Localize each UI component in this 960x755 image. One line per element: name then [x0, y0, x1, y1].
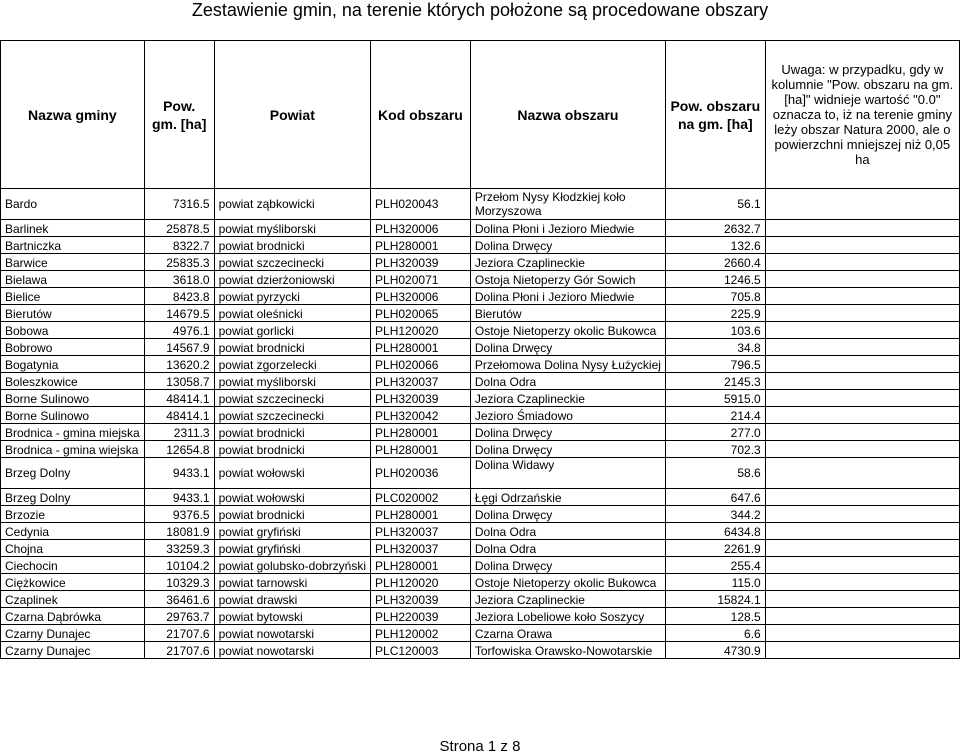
cell-pow-obszaru: 2261.9	[665, 540, 765, 557]
cell-powiat: powiat oleśnicki	[214, 305, 370, 322]
cell-nazwa-gminy: Chojna	[1, 540, 145, 557]
cell-powiat: powiat golubsko-dobrzyński	[214, 557, 370, 574]
cell-uwaga	[765, 523, 959, 540]
cell-nazwa-gminy: Bardo	[1, 189, 145, 220]
table-row	[1, 356, 960, 373]
cell-pow-obszaru: 15824.1	[665, 591, 765, 608]
cell-pow-gm: 25878.5	[144, 220, 214, 237]
cell-nazwa-gminy: Cedynia	[1, 523, 145, 540]
cell-nazwa-obszaru: Jezioro Śmiadowo	[470, 407, 665, 424]
cell-kod-obszaru: PLC020002	[371, 489, 471, 506]
cell-uwaga	[765, 254, 959, 271]
cell-nazwa-obszaru: Łęgi Odrzańskie	[470, 489, 665, 506]
cell-powiat: powiat dzierżoniowski	[214, 271, 370, 288]
page-footer: Strona 1 z 8	[439, 738, 521, 755]
cell-uwaga	[765, 540, 959, 557]
cell-nazwa-gminy: Czarny Dunajec	[1, 625, 145, 642]
cell-pow-obszaru: 214.4	[665, 407, 765, 424]
cell-powiat: powiat nowotarski	[214, 642, 370, 659]
cell-powiat: powiat bytowski	[214, 608, 370, 625]
cell-pow-gm: 18081.9	[144, 523, 214, 540]
cell-uwaga	[765, 356, 959, 373]
header-powiat: Powiat	[214, 41, 370, 189]
cell-kod-obszaru: PLH320006	[371, 220, 471, 237]
cell-kod-obszaru: PLH120002	[371, 625, 471, 642]
cell-nazwa-gminy: Czarna Dąbrówka	[1, 608, 145, 625]
cell-powiat: powiat gorlicki	[214, 322, 370, 339]
cell-powiat: powiat ząbkowicki	[214, 189, 370, 220]
cell-kod-obszaru: PLH320037	[371, 373, 471, 390]
cell-nazwa-obszaru: Jeziora Czaplineckie	[470, 254, 665, 271]
cell-kod-obszaru: PLH320006	[371, 288, 471, 305]
table-row	[1, 288, 960, 305]
cell-pow-obszaru: 115.0	[665, 574, 765, 591]
cell-nazwa-gminy: Brodnica - gmina wiejska	[1, 441, 145, 458]
cell-pow-gm: 29763.7	[144, 608, 214, 625]
cell-nazwa-obszaru: Dolina Drwęcy	[470, 441, 665, 458]
cell-pow-obszaru: 4730.9	[665, 642, 765, 659]
cell-pow-gm: 9433.1	[144, 489, 214, 506]
cell-pow-obszaru: 2632.7	[665, 220, 765, 237]
cell-nazwa-obszaru: Dolina Drwęcy	[470, 557, 665, 574]
table-row	[1, 458, 960, 489]
cell-nazwa-obszaru: Dolna Odra	[470, 540, 665, 557]
table-row	[1, 220, 960, 237]
cell-nazwa-obszaru: Dolina Drwęcy	[470, 424, 665, 441]
table-row	[1, 254, 960, 271]
table-row	[1, 407, 960, 424]
table-row	[1, 574, 960, 591]
cell-powiat: powiat brodnicki	[214, 441, 370, 458]
cell-pow-gm: 7316.5	[144, 189, 214, 220]
cell-pow-obszaru: 225.9	[665, 305, 765, 322]
cell-pow-gm: 10104.2	[144, 557, 214, 574]
cell-pow-obszaru: 796.5	[665, 356, 765, 373]
cell-powiat: powiat brodnicki	[214, 506, 370, 523]
cell-nazwa-obszaru: Ostoja Nietoperzy Gór Sowich	[470, 271, 665, 288]
cell-uwaga	[765, 557, 959, 574]
cell-uwaga	[765, 390, 959, 407]
cell-nazwa-obszaru: Przełom Nysy Kłodzkiej koło Morzyszowa	[470, 189, 665, 220]
cell-pow-gm: 8423.8	[144, 288, 214, 305]
cell-nazwa-gminy: Bartniczka	[1, 237, 145, 254]
cell-powiat: powiat myśliborski	[214, 220, 370, 237]
cell-pow-gm: 48414.1	[144, 407, 214, 424]
cell-powiat: powiat wołowski	[214, 458, 370, 489]
cell-pow-obszaru: 255.4	[665, 557, 765, 574]
table-row	[1, 424, 960, 441]
cell-uwaga	[765, 271, 959, 288]
cell-nazwa-obszaru: Dolina Płoni i Jezioro Miedwie	[470, 288, 665, 305]
cell-kod-obszaru: PLH020043	[371, 189, 471, 220]
cell-kod-obszaru: PLH320039	[371, 390, 471, 407]
cell-powiat: powiat brodnicki	[214, 339, 370, 356]
table-row	[1, 305, 960, 322]
cell-pow-obszaru: 132.6	[665, 237, 765, 254]
cell-uwaga	[765, 608, 959, 625]
cell-pow-gm: 12654.8	[144, 441, 214, 458]
table-row	[1, 506, 960, 523]
cell-pow-gm: 25835.3	[144, 254, 214, 271]
cell-nazwa-gminy: Bielice	[1, 288, 145, 305]
cell-nazwa-obszaru: Dolna Odra	[470, 523, 665, 540]
cell-nazwa-obszaru: Dolina Drwęcy	[470, 506, 665, 523]
cell-pow-obszaru: 6.6	[665, 625, 765, 642]
table-row	[1, 489, 960, 506]
cell-nazwa-gminy: Brzeg Dolny	[1, 489, 145, 506]
cell-nazwa-gminy: Bierutów	[1, 305, 145, 322]
cell-kod-obszaru: PLH280001	[371, 441, 471, 458]
cell-nazwa-obszaru: Dolina Płoni i Jezioro Miedwie	[470, 220, 665, 237]
header-nazwa-obszaru: Nazwa obszaru	[470, 41, 665, 189]
cell-uwaga	[765, 458, 959, 489]
cell-kod-obszaru: PLH280001	[371, 237, 471, 254]
cell-nazwa-gminy: Bielawa	[1, 271, 145, 288]
cell-nazwa-gminy: Brodnica - gmina miejska	[1, 424, 145, 441]
cell-pow-obszaru: 34.8	[665, 339, 765, 356]
cell-pow-obszaru: 1246.5	[665, 271, 765, 288]
table-row	[1, 557, 960, 574]
cell-pow-gm: 13058.7	[144, 373, 214, 390]
cell-kod-obszaru: PLC120003	[371, 642, 471, 659]
cell-nazwa-gminy: Boleszkowice	[1, 373, 145, 390]
cell-pow-gm: 4976.1	[144, 322, 214, 339]
cell-pow-gm: 3618.0	[144, 271, 214, 288]
cell-nazwa-gminy: Brzeg Dolny	[1, 458, 145, 489]
cell-powiat: powiat nowotarski	[214, 625, 370, 642]
cell-uwaga	[765, 441, 959, 458]
cell-kod-obszaru: PLH020036	[371, 458, 471, 489]
cell-kod-obszaru: PLH320037	[371, 523, 471, 540]
cell-uwaga	[765, 322, 959, 339]
cell-uwaga	[765, 574, 959, 591]
cell-pow-gm: 2311.3	[144, 424, 214, 441]
cell-nazwa-obszaru: Ostoje Nietoperzy okolic Bukowca	[470, 322, 665, 339]
cell-kod-obszaru: PLH220039	[371, 608, 471, 625]
table-row	[1, 441, 960, 458]
table-row	[1, 591, 960, 608]
cell-pow-obszaru: 647.6	[665, 489, 765, 506]
table-row	[1, 390, 960, 407]
cell-kod-obszaru: PLH280001	[371, 557, 471, 574]
cell-nazwa-obszaru: Ostoje Nietoperzy okolic Bukowca	[470, 574, 665, 591]
cell-powiat: powiat gryfiński	[214, 540, 370, 557]
cell-uwaga	[765, 373, 959, 390]
cell-pow-gm: 8322.7	[144, 237, 214, 254]
cell-pow-gm: 14679.5	[144, 305, 214, 322]
cell-powiat: powiat szczecinecki	[214, 254, 370, 271]
cell-nazwa-obszaru: Jeziora Czaplineckie	[470, 591, 665, 608]
table-row	[1, 523, 960, 540]
table-row	[1, 540, 960, 557]
cell-kod-obszaru: PLH320042	[371, 407, 471, 424]
cell-powiat: powiat brodnicki	[214, 424, 370, 441]
data-table	[0, 40, 960, 659]
cell-nazwa-obszaru: Przełomowa Dolina Nysy Łużyckiej	[470, 356, 665, 373]
cell-pow-obszaru: 56.1	[665, 189, 765, 220]
cell-uwaga	[765, 489, 959, 506]
cell-kod-obszaru: PLH320039	[371, 591, 471, 608]
table-row	[1, 608, 960, 625]
cell-uwaga	[765, 407, 959, 424]
cell-uwaga	[765, 220, 959, 237]
cell-nazwa-obszaru: Dolna Odra	[470, 373, 665, 390]
cell-powiat: powiat zgorzelecki	[214, 356, 370, 373]
cell-uwaga	[765, 237, 959, 254]
table-row	[1, 339, 960, 356]
cell-nazwa-gminy: Ciężkowice	[1, 574, 145, 591]
table-row	[1, 373, 960, 390]
cell-uwaga	[765, 305, 959, 322]
table-row	[1, 271, 960, 288]
header-pow-gm: Pow. gm. [ha]	[144, 41, 214, 189]
cell-kod-obszaru: PLH120020	[371, 322, 471, 339]
cell-nazwa-gminy: Brzozie	[1, 506, 145, 523]
cell-nazwa-gminy: Ciechocin	[1, 557, 145, 574]
header-uwaga-note: Uwaga: w przypadku, gdy w kolumnie "Pow. obszaru na gm. [ha]" widnieje wartość "0.0" oznacza to, iż na terenie gminy leży obszar Natura 2000, ale o powierzchni mniejszej niż 0,05 ha	[765, 41, 959, 189]
cell-pow-obszaru: 6434.8	[665, 523, 765, 540]
cell-nazwa-gminy: Borne Sulinowo	[1, 390, 145, 407]
cell-pow-gm: 21707.6	[144, 625, 214, 642]
cell-powiat: powiat drawski	[214, 591, 370, 608]
cell-pow-gm: 10329.3	[144, 574, 214, 591]
cell-powiat: powiat wołowski	[214, 489, 370, 506]
cell-uwaga	[765, 424, 959, 441]
cell-pow-obszaru: 2145.3	[665, 373, 765, 390]
cell-nazwa-obszaru: Czarna Orawa	[470, 625, 665, 642]
cell-nazwa-gminy: Barwice	[1, 254, 145, 271]
cell-pow-obszaru: 128.5	[665, 608, 765, 625]
cell-uwaga	[765, 625, 959, 642]
cell-nazwa-gminy: Barlinek	[1, 220, 145, 237]
cell-pow-obszaru: 103.6	[665, 322, 765, 339]
cell-pow-obszaru: 58.6	[665, 458, 765, 489]
table-row	[1, 322, 960, 339]
cell-pow-gm: 9376.5	[144, 506, 214, 523]
cell-pow-gm: 13620.2	[144, 356, 214, 373]
cell-kod-obszaru: PLH020071	[371, 271, 471, 288]
cell-kod-obszaru: PLH280001	[371, 339, 471, 356]
cell-pow-gm: 33259.3	[144, 540, 214, 557]
cell-powiat: powiat myśliborski	[214, 373, 370, 390]
cell-kod-obszaru: PLH320037	[371, 540, 471, 557]
cell-nazwa-obszaru: Jeziora Lobeliowe koło Soszycy	[470, 608, 665, 625]
cell-kod-obszaru: PLH120020	[371, 574, 471, 591]
cell-kod-obszaru: PLH020065	[371, 305, 471, 322]
cell-uwaga	[765, 339, 959, 356]
table-row	[1, 237, 960, 254]
cell-pow-obszaru: 2660.4	[665, 254, 765, 271]
page-title: Zestawienie gmin, na terenie których położone są procedowane obszary	[191, 0, 769, 20]
cell-uwaga	[765, 591, 959, 608]
cell-powiat: powiat tarnowski	[214, 574, 370, 591]
cell-pow-obszaru: 277.0	[665, 424, 765, 441]
cell-powiat: powiat gryfiński	[214, 523, 370, 540]
cell-nazwa-gminy: Czarny Dunajec	[1, 642, 145, 659]
cell-uwaga	[765, 506, 959, 523]
cell-powiat: powiat brodnicki	[214, 237, 370, 254]
cell-pow-obszaru: 702.3	[665, 441, 765, 458]
cell-pow-gm: 14567.9	[144, 339, 214, 356]
cell-pow-obszaru: 705.8	[665, 288, 765, 305]
header-nazwa-gminy: Nazwa gminy	[1, 41, 145, 189]
cell-kod-obszaru: PLH020066	[371, 356, 471, 373]
cell-pow-obszaru: 344.2	[665, 506, 765, 523]
table-row	[1, 189, 960, 220]
cell-nazwa-obszaru: Jeziora Czaplineckie	[470, 390, 665, 407]
cell-pow-obszaru: 5915.0	[665, 390, 765, 407]
cell-nazwa-gminy: Bobrowo	[1, 339, 145, 356]
cell-kod-obszaru: PLH320039	[371, 254, 471, 271]
header-pow-obszaru: Pow. obszaru na gm. [ha]	[665, 41, 765, 189]
cell-uwaga	[765, 642, 959, 659]
cell-nazwa-gminy: Czaplinek	[1, 591, 145, 608]
cell-powiat: powiat szczecinecki	[214, 407, 370, 424]
cell-nazwa-obszaru: Bierutów	[470, 305, 665, 322]
cell-nazwa-gminy: Bogatynia	[1, 356, 145, 373]
cell-powiat: powiat szczecinecki	[214, 390, 370, 407]
cell-nazwa-gminy: Bobowa	[1, 322, 145, 339]
header-kod-obszaru: Kod obszaru	[371, 41, 471, 189]
cell-nazwa-obszaru: Dolina Drwęcy	[470, 339, 665, 356]
cell-pow-gm: 9433.1	[144, 458, 214, 489]
cell-uwaga	[765, 189, 959, 220]
cell-nazwa-obszaru: Dolina Drwęcy	[470, 237, 665, 254]
header-row	[1, 41, 960, 189]
cell-nazwa-gminy: Borne Sulinowo	[1, 407, 145, 424]
cell-kod-obszaru: PLH280001	[371, 424, 471, 441]
cell-pow-gm: 48414.1	[144, 390, 214, 407]
cell-uwaga	[765, 288, 959, 305]
cell-pow-gm: 21707.6	[144, 642, 214, 659]
table-row	[1, 625, 960, 642]
cell-kod-obszaru: PLH280001	[371, 506, 471, 523]
table-row	[1, 642, 960, 659]
cell-nazwa-obszaru: Torfowiska Orawsko-Nowotarskie	[470, 642, 665, 659]
cell-pow-gm: 36461.6	[144, 591, 214, 608]
table-body	[1, 189, 960, 659]
cell-nazwa-obszaru: Dolina Widawy	[470, 458, 665, 489]
cell-powiat: powiat pyrzycki	[214, 288, 370, 305]
